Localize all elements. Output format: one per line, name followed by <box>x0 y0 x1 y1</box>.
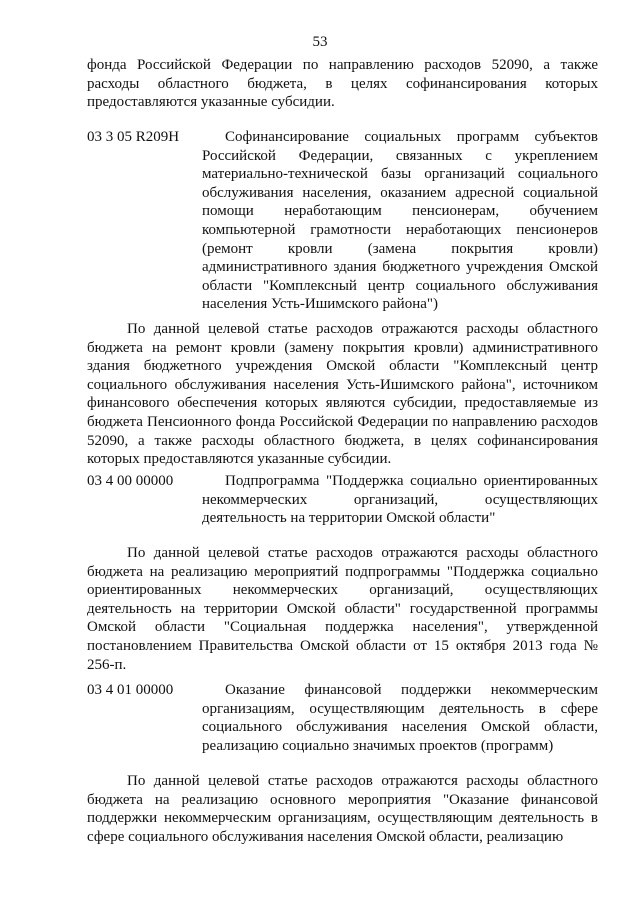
entry-code-03-3-05-r209n: 03 3 05 R209Н <box>87 129 180 145</box>
page-number: 53 <box>312 34 328 50</box>
entry-code-03-4-00-00000: 03 4 00 00000 <box>87 473 174 489</box>
paragraph-expenses-roof-repair: По данной целевой статье расходов отражаются расходы областного бюджета на ремонт кровли (замену покрытия кровли) административного здания бюджетного учреждения Омской области "Комплексный центр социального обслуживания населения Усть-Ишимского района", источником финансового обеспечения которых являются субсидии, предоставляемые из бюджета Пенсионного фонда Российской Федерации по направлению расходов 52090, а также расходы областного бюджета, в целях софинансирования которых предоставляются указанные субсидии. <box>87 321 598 468</box>
entry-code-03-4-01-00000: 03 4 01 00000 <box>87 682 174 698</box>
entry-description-03-4-01-00000: Оказание финансовой поддержки некоммерческим организациям, осуществляющим деятельность в сфере социального обслуживания населения Омской области, реализацию социально значимых проектов (программ) <box>202 682 598 754</box>
paragraph-expenses-financial-support: По данной целевой статье расходов отражаются расходы областного бюджета на реализацию основного мероприятия "Оказание финансовой поддержки некоммерческим организациям, осуществляющим деятельность в сфере социального обслуживания населения Омской области, реализацию <box>87 773 598 845</box>
entry-description-03-4-00-00000: Подпрограмма "Поддержка социально ориентированных некоммерческих организаций, осуществляющих деятельность на территории Омской области" <box>202 473 598 527</box>
paragraph-expenses-subprogram: По данной целевой статье расходов отражаются расходы областного бюджета на реализацию мероприятий подпрограммы "Поддержка социально ориентированных некоммерческих организаций, осуществляющих деятельность на территории Омской области" государственной программы Омской области "Социальная поддержка населения", утвержденной постановлением Правительства Омской области от 15 октября 2013 года № 256-п. <box>87 545 598 673</box>
paragraph-continuation: фонда Российской Федерации по направлению расходов 52090, а также расходы областного бюджета, в целях софинансирования которых предоставляются указанные субсидии. <box>87 57 598 111</box>
entry-description-03-3-05-r209n: Софинансирование социальных программ субъектов Российской Федерации, связанных с укреплением материально-технической базы организаций социального обслуживания населения, оказанием адресной социальной помощи неработающим пенсионерам, обучением компьютерной грамотности неработающих пенсионеров (ремонт кровли (замена покрытия кровли) административного здания бюджетного учреждения Омской области "Комплексный центр социального обслуживания населения Усть-Ишимского района") <box>202 129 598 313</box>
